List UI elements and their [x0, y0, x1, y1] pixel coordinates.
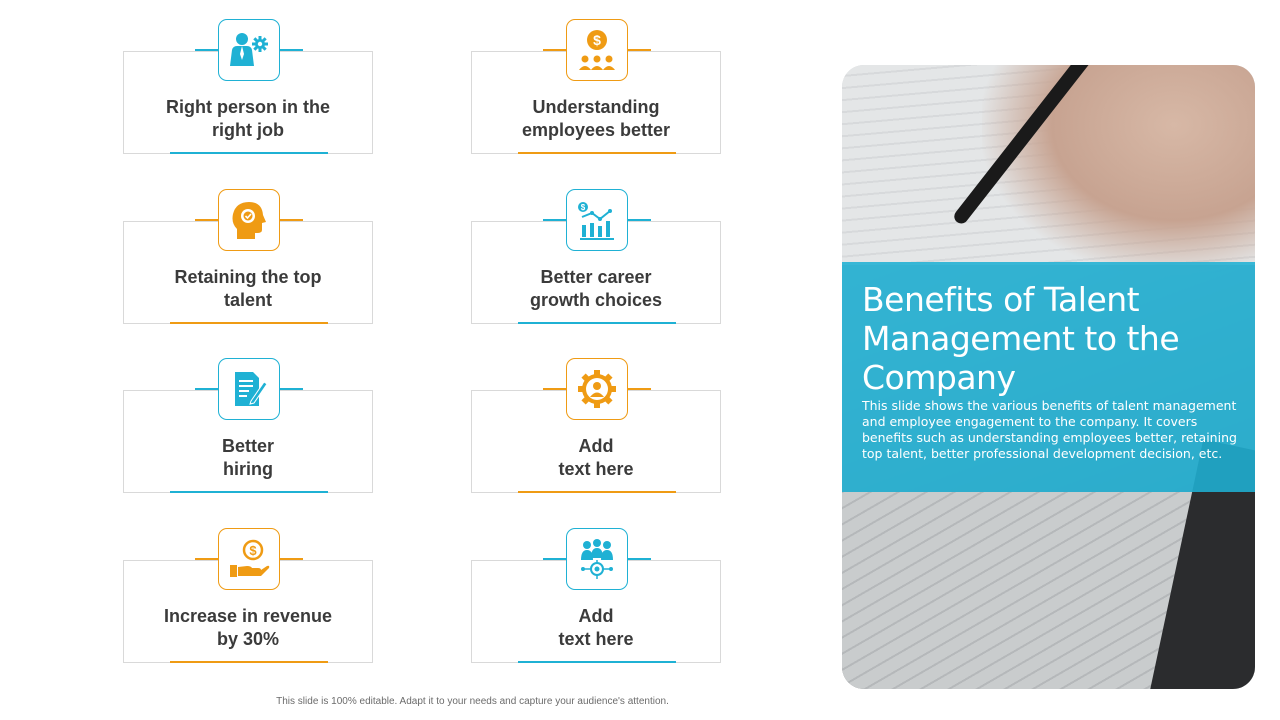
svg-text:$: $ — [593, 32, 601, 48]
card-underline — [170, 322, 328, 324]
head-gear-icon — [218, 189, 280, 251]
benefit-card — [471, 32, 721, 154]
card-text: Retaining the top talent — [174, 267, 322, 310]
card-underline — [518, 661, 676, 663]
panel-description: This slide shows the various benefits of talent management and employee engagement to the company. It covers benefits such as understanding employees better, retaining top talent, better professional development decision, etc. — [862, 398, 1237, 461]
footer-note: This slide is 100% editable. Adapt it to your needs and capture your audience's attention. — [276, 696, 669, 707]
panel-title: Benefits of Talent Management to the Company — [862, 280, 1180, 397]
benefit-card — [123, 543, 373, 663]
benefit-card — [471, 203, 721, 324]
card-underline — [170, 491, 328, 493]
card-text: Increase in revenue by 30% — [163, 606, 333, 649]
svg-text:$: $ — [580, 203, 586, 212]
person-gear-icon — [218, 19, 280, 81]
dollar-team-icon — [566, 19, 628, 81]
card-underline — [170, 152, 328, 154]
benefit-card — [123, 51, 373, 154]
card-text: Right person in the right job — [166, 97, 330, 140]
benefit-card — [123, 221, 373, 324]
card-text: Better hiring — [221, 436, 274, 479]
card-underline — [518, 152, 676, 154]
photo-hand — [982, 65, 1255, 275]
card-text: Better career growth choices — [529, 267, 663, 310]
title-overlay — [842, 262, 1255, 492]
card-text: Add text here — [558, 606, 634, 649]
card-underline — [518, 491, 676, 493]
document-pen-icon — [218, 358, 280, 420]
team-network-icon — [566, 528, 628, 590]
hand-coin-icon — [218, 528, 280, 590]
benefit-card — [471, 390, 721, 493]
gear-person-icon — [566, 358, 628, 420]
svg-text:$: $ — [249, 543, 257, 558]
growth-chart-icon — [566, 189, 628, 251]
card-underline — [170, 661, 328, 663]
benefit-card — [471, 560, 721, 663]
card-text: Add text here — [558, 436, 634, 479]
benefit-card — [123, 390, 373, 493]
card-text: Understanding employees better — [521, 97, 671, 140]
card-underline — [518, 322, 676, 324]
